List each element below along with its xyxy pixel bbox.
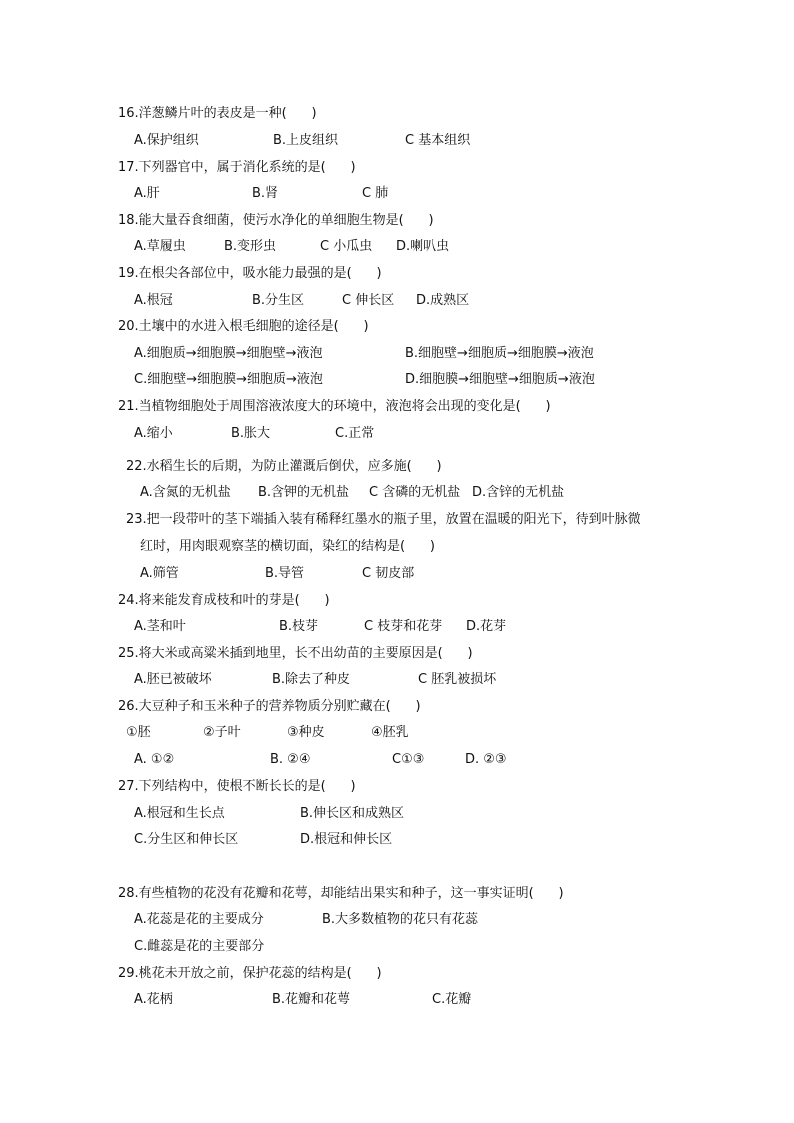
q28-option-c: C.雌蕊是花的主要部分 <box>134 939 265 954</box>
question-20-stem: 20.土壤中的水进入根毛细胞的途径是( ) <box>118 319 369 334</box>
q18-option-d: D.喇叭虫 <box>396 239 450 254</box>
q23-option-a: A.筛管 <box>140 566 179 581</box>
q20-option-a: A.细胞质→细胞膜→细胞壁→液泡 <box>134 346 323 361</box>
q21-option-b: B.胀大 <box>231 426 271 441</box>
question-21-stem: 21.当植物细胞处于周围溶液浓度大的环境中，液泡将会出现的变化是( ) <box>118 399 551 414</box>
q19-option-d: D.成熟区 <box>416 293 470 308</box>
q17-option-c: C 肺 <box>362 186 389 201</box>
q23-option-b: B.导管 <box>265 566 305 581</box>
question-29-stem: 29.桃花未开放之前，保护花蕊的结构是( ) <box>118 966 382 981</box>
q26-item-1: ①胚 <box>126 725 151 740</box>
q26-item-4: ④胚乳 <box>371 725 409 740</box>
q22-option-b: B.含钾的无机盐 <box>258 485 350 500</box>
q25-option-a: A.胚已被破坏 <box>134 672 212 687</box>
q19-option-c: C 伸长区 <box>342 293 395 308</box>
question-28-stem: 28.有些植物的花没有花瓣和花萼，却能结出果实和种子，这一事实证明( ) <box>118 886 564 901</box>
q27-option-c: C.分生区和伸长区 <box>134 832 239 847</box>
q22-option-c: C 含磷的无机盐 <box>369 485 461 500</box>
q18-option-c: C 小瓜虫 <box>320 239 373 254</box>
q22-option-a: A.含氮的无机盐 <box>140 485 231 500</box>
q26-option-b: B. ②④ <box>270 752 311 767</box>
q27-option-d: D.根冠和伸长区 <box>300 832 393 847</box>
question-23-stem-cont: 红时，用肉眼观察茎的横切面，染红的结构是( ) <box>140 539 435 554</box>
q17-option-a: A.肝 <box>134 186 160 201</box>
q17-option-b: B.肾 <box>252 186 279 201</box>
q28-option-b: B.大多数植物的花只有花蕊 <box>322 912 479 927</box>
q26-option-d: D. ②③ <box>465 752 507 767</box>
question-25-stem: 25.将大米或高粱米插到地里，长不出幼苗的主要原因是( ) <box>118 646 473 661</box>
question-23-stem: 23.把一段带叶的茎下端插入装有稀释红墨水的瓶子里，放置在温暖的阳光下，待到叶脉微 <box>126 512 641 527</box>
q22-option-d: D.含锌的无机盐 <box>472 485 565 500</box>
q28-option-a: A.花蕊是花的主要成分 <box>134 912 264 927</box>
q16-option-b: B.上皮组织 <box>273 133 339 148</box>
question-18-stem: 18.能大量吞食细菌，使污水净化的单细胞生物是( ) <box>118 213 434 228</box>
q26-item-3: ③种皮 <box>287 725 325 740</box>
question-24-stem: 24.将来能发育成枝和叶的芽是( ) <box>118 593 330 608</box>
q27-option-b: B.伸长区和成熟区 <box>300 806 405 821</box>
q18-option-a: A.草履虫 <box>134 239 186 254</box>
q16-option-c: C 基本组织 <box>405 133 471 148</box>
question-16-stem: 16.洋葱鳞片叶的表皮是一种( ) <box>118 106 317 121</box>
question-19-stem: 19.在根尖各部位中，吸水能力最强的是( ) <box>118 266 382 281</box>
q24-option-c: C 枝芽和花芽 <box>364 619 443 634</box>
q21-option-a: A.缩小 <box>134 426 173 441</box>
q20-option-c: C.细胞壁→细胞膜→细胞质→液泡 <box>134 372 323 387</box>
q29-option-a: A.花柄 <box>134 992 173 1007</box>
q24-option-a: A.茎和叶 <box>134 619 186 634</box>
q21-option-c: C.正常 <box>335 426 375 441</box>
question-27-stem: 27.下列结构中，使根不断长长的是( ) <box>118 779 356 794</box>
q20-option-b: B.细胞壁→细胞质→细胞膜→液泡 <box>405 346 594 361</box>
q26-option-a: A. ①② <box>134 752 175 767</box>
question-22-stem: 22.水稻生长的后期，为防止灌溉后倒伏，应多施( ) <box>126 459 442 474</box>
q25-option-b: B.除去了种皮 <box>272 672 351 687</box>
q24-option-b: B.枝芽 <box>279 619 319 634</box>
q23-option-c: C 韧皮部 <box>362 566 415 581</box>
q18-option-b: B.变形虫 <box>224 239 277 254</box>
q27-option-a: A.根冠和生长点 <box>134 806 225 821</box>
q26-item-2: ②子叶 <box>203 725 241 740</box>
q19-option-a: A.根冠 <box>134 293 173 308</box>
q29-option-b: B.花瓣和花萼 <box>272 992 351 1007</box>
q20-option-d: D.细胞膜→细胞壁→细胞质→液泡 <box>405 372 595 387</box>
q16-option-a: A.保护组织 <box>134 133 199 148</box>
q19-option-b: B.分生区 <box>252 293 305 308</box>
question-17-stem: 17.下列器官中，属于消化系统的是( ) <box>118 160 356 175</box>
question-26-stem: 26.大豆种子和玉米种子的营养物质分别贮藏在( ) <box>118 699 421 714</box>
q29-option-c: C.花瓣 <box>432 992 472 1007</box>
q25-option-c: C 胚乳被损坏 <box>418 672 497 687</box>
q24-option-d: D.花芽 <box>466 619 507 634</box>
q26-option-c: C①③ <box>392 752 425 767</box>
